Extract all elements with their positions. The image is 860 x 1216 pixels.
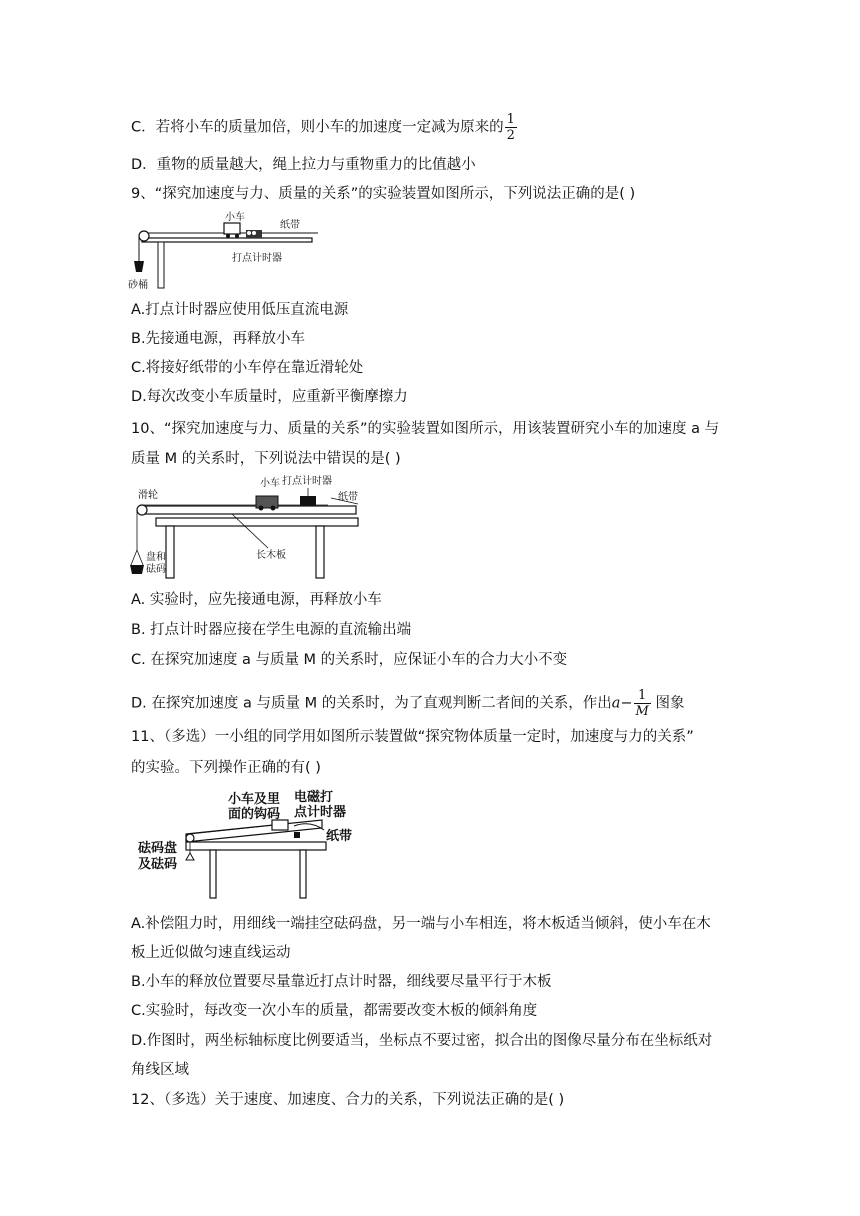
q8-option-c-text: C．若将小车的质量加倍，则小车的加速度一定减为原来的 <box>131 119 504 136</box>
q10-label-pulley: 滑轮 <box>138 490 158 501</box>
q11-option-d-line2: 角线区域 <box>131 1062 189 1078</box>
q9-label-bucket: 砂桶 <box>128 280 148 291</box>
q10-board-icon <box>140 506 356 514</box>
q10-label-tape: 纸带 <box>338 492 358 503</box>
q9-apparatus-figure <box>128 206 328 292</box>
q11-label-pan-1: 砝码盘 <box>138 841 178 856</box>
q8-option-c <box>131 112 517 143</box>
q10-label-weights-2: 砝码 <box>146 564 166 575</box>
q10-label-timer: 打点计时器 <box>282 476 332 487</box>
q11-option-c: C.实验时，每改变一次小车的质量，都需要改变木板的倾斜角度 <box>131 1003 538 1019</box>
q11-option-d-line1: D.作图时，两坐标轴标度比例要适当，坐标点不要过密，拟合出的图像尽量分布在坐标纸对 <box>131 1033 713 1049</box>
q11-option-b: B.小车的释放位置要尽量靠近打点计时器，细线要尽量平行于木板 <box>131 974 552 990</box>
q10-label-board: 长木板 <box>256 550 286 561</box>
q10-timer-icon <box>300 496 316 506</box>
q11-stem-line2: 的实验。下列操作正确的有( ) <box>131 760 321 776</box>
q11-label-timer-2: 点计时器 <box>294 805 347 820</box>
q11-timer-icon <box>294 832 300 838</box>
q9-option-a: A.打点计时器应使用低压直流电源 <box>131 302 349 318</box>
q11-label-timer-1: 电磁打 <box>294 790 334 805</box>
q10-stem-line1: 10、“探究加速度与力、质量的关系”的实验装置如图所示，用该装置研究小车的加速度 a 与 <box>131 421 720 437</box>
q9-label-tape: 纸带 <box>280 220 300 231</box>
q10-label-cart: 小车 <box>260 478 280 489</box>
q11-label-pan-2: 及砝码 <box>138 857 178 872</box>
q9-option-b: B.先接通电源，再释放小车 <box>131 331 306 347</box>
q9-label-cart: 小车 <box>225 212 245 223</box>
q10-stem-line2: 质量 M 的关系时，下列说法中错误的是( ) <box>131 451 401 467</box>
q11-option-a-line1: A.补偿阻力时，用细线一端挂空砝码盘，另一端与小车相连，将木板适当倾斜，使小车在木 <box>131 916 711 932</box>
q10-option-d-text: D. 在探究加速度 a 与质量 M 的关系时，为了直观判断二者间的关系，作出 <box>131 695 612 712</box>
q9-option-c: C.将接好纸带的小车停在靠近滑轮处 <box>131 360 364 376</box>
q9-stem: 9、“探究加速度与力、质量的关系”的实验装置如图所示，下列说法正确的是( ) <box>131 186 636 202</box>
q9-label-timer: 打点计时器 <box>232 253 282 264</box>
q9-option-d: D.每次改变小车质量时，应重新平衡摩擦力 <box>131 389 408 405</box>
q10-option-d-math-a: a <box>611 695 621 712</box>
q10-option-d-fraction: $\frac{1}{M}$ <box>635 688 649 719</box>
q10-option-c: C. 在探究加速度 a 与质量 M 的关系时，应保证小车的合力大小不变 <box>131 652 568 668</box>
q11-board-icon <box>186 820 322 842</box>
q10-option-b: B. 打点计时器应接在学生电源的直流输出端 <box>131 622 412 638</box>
q10-weights-icon <box>130 565 144 574</box>
q10-option-a: A. 实验时，应先接通电源，再释放小车 <box>131 592 382 608</box>
q11-label-cart-2: 面的钩码 <box>228 807 281 822</box>
q10-apparatus-figure <box>128 470 368 582</box>
q12-stem: 12、（多选）关于速度、加速度、合力的关系，下列说法正确的是( ) <box>131 1092 565 1108</box>
q9-pulley-icon <box>139 231 149 241</box>
q11-pan-icon <box>186 853 194 860</box>
q11-pulley-icon <box>186 834 194 842</box>
q11-label-cart-1: 小车及里 <box>228 792 281 807</box>
q9-bucket-icon <box>134 261 144 272</box>
q8-option-d: D．重物的质量越大，绳上拉力与重物重力的比值越小 <box>131 157 476 173</box>
q10-option-d <box>131 688 684 719</box>
q9-cart-icon <box>224 223 240 234</box>
q8-option-c-fraction: $\frac{1}{2}$ <box>506 112 515 143</box>
q10-pulley-icon <box>137 505 147 515</box>
q11-label-tape: 纸带 <box>326 829 353 844</box>
q11-apparatus-figure <box>134 786 374 902</box>
q11-option-a-line2: 板上近似做匀速直线运动 <box>131 945 291 961</box>
q10-option-d-math-minus: − <box>620 695 633 712</box>
q10-option-d-suffix: 图象 <box>650 695 685 712</box>
q11-stem-line1: 11、（多选）一小组的同学用如图所示装置做“探究物体质量一定时，加速度与力的关系” <box>131 729 694 745</box>
q10-label-weights-1: 盘和 <box>146 552 166 563</box>
